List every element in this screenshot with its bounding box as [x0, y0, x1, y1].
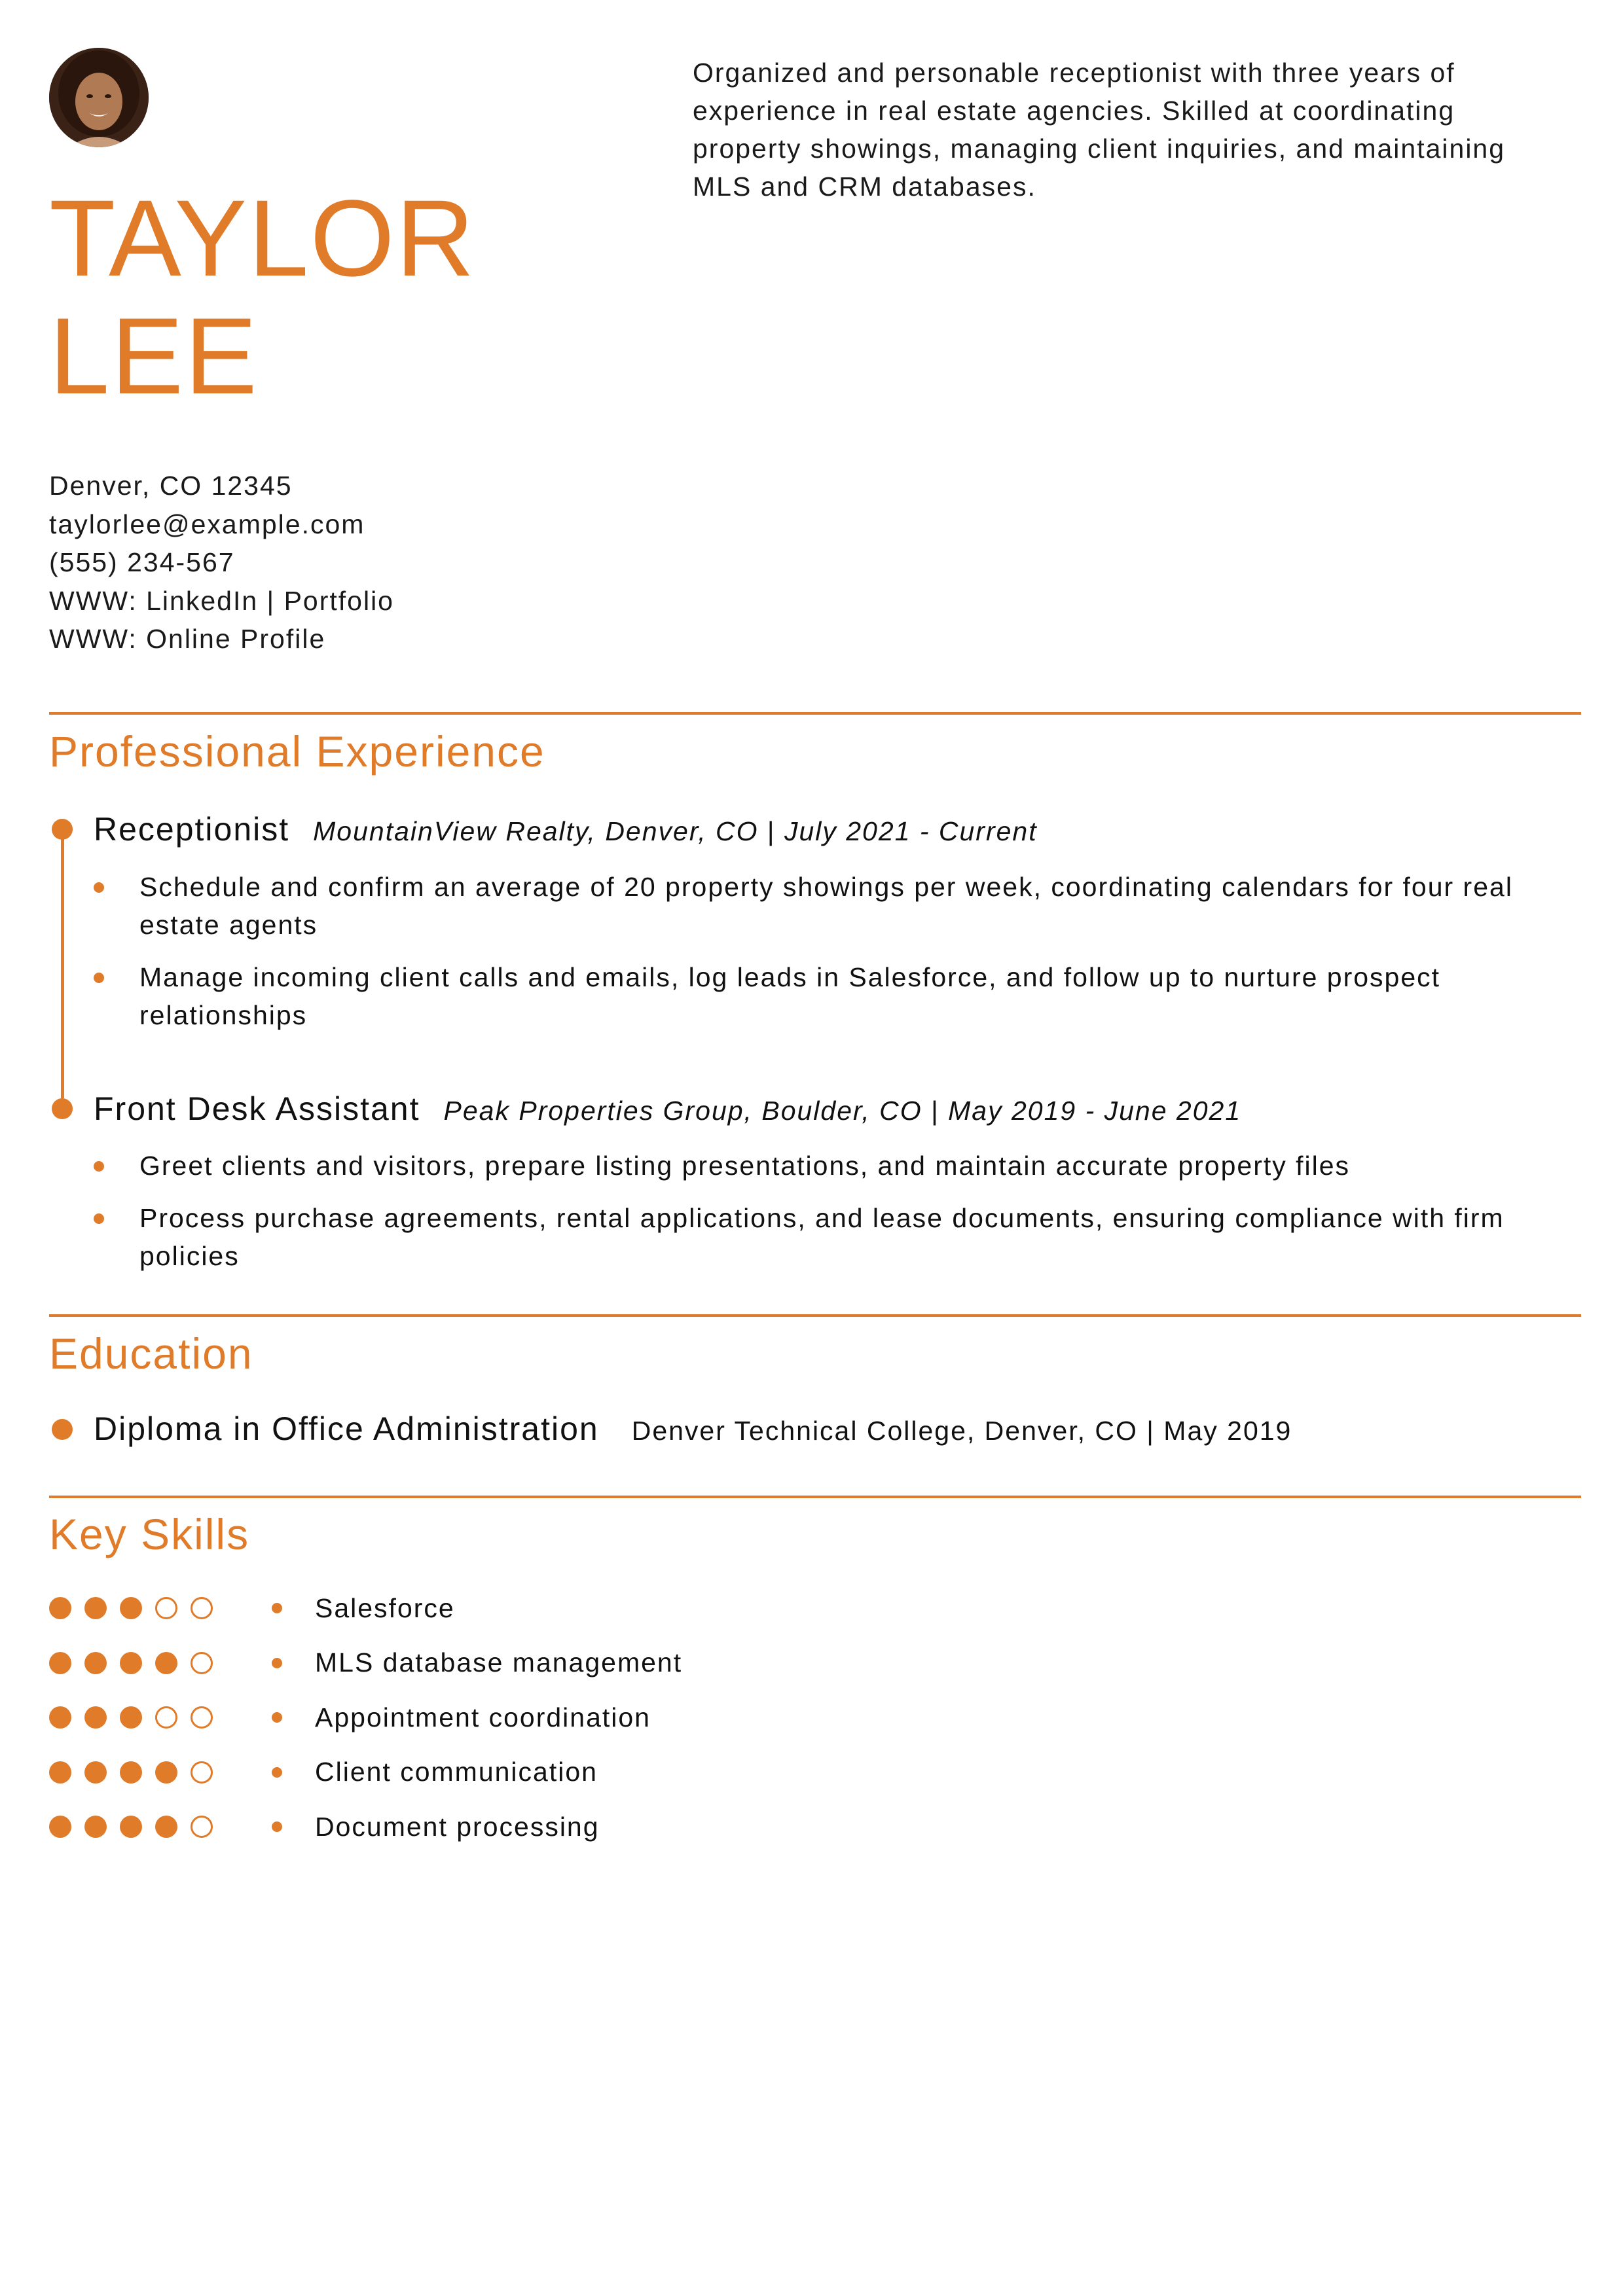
- skill-label: MLS database management: [315, 1647, 683, 1677]
- avatar: [49, 48, 149, 147]
- job-dates: July 2021 - Current: [784, 816, 1038, 846]
- education-entry: [94, 1410, 1292, 1448]
- rating-dot-empty: [191, 1597, 213, 1619]
- timeline-dot: [52, 819, 73, 840]
- job-dates: May 2019 - June 2021: [948, 1096, 1242, 1126]
- education-dot: [52, 1419, 73, 1440]
- timeline-line: [61, 830, 64, 1098]
- skill-label: Appointment coordination: [315, 1702, 651, 1732]
- education-school: Denver Technical College, Denver, CO | May 2019: [631, 1416, 1292, 1446]
- skill-rating: [49, 1597, 272, 1619]
- rating-dot-filled: [155, 1816, 177, 1838]
- rating-dot-filled: [84, 1652, 107, 1674]
- skill-rating: [49, 1816, 272, 1838]
- rating-dot-empty: [191, 1761, 213, 1784]
- first-name: TAYLOR: [49, 178, 476, 299]
- job-bullets: [94, 1147, 1573, 1289]
- contact-info: [49, 467, 394, 658]
- job-title: Receptionist: [94, 811, 290, 848]
- rating-dot-filled: [49, 1816, 71, 1838]
- skill-bullet: [272, 1821, 282, 1832]
- skill-label: Client communication: [315, 1757, 598, 1787]
- timeline-dot: [52, 1098, 73, 1119]
- skill-rating: [49, 1652, 272, 1674]
- job-bullet: Manage incoming client calls and emails, log leads in Salesforce, and follow up to nurture prospect relationships: [94, 958, 1573, 1034]
- rating-dot-filled: [84, 1816, 107, 1838]
- job-bullet: Schedule and confirm an average of 20 property showings per week, coordinating calendars for four real estate agents: [94, 868, 1573, 944]
- rating-dot-empty: [191, 1816, 213, 1838]
- skill-rating: [49, 1706, 272, 1729]
- last-name: LEE: [49, 296, 259, 417]
- skill-bullet: [272, 1712, 282, 1723]
- rating-dot-empty: [191, 1706, 213, 1729]
- section-divider: [49, 1496, 1581, 1498]
- job-bullet: Process purchase agreements, rental applications, and lease documents, ensuring compliance with firm policies: [94, 1199, 1573, 1275]
- section-divider: [49, 712, 1581, 715]
- rating-dot-empty: [155, 1597, 177, 1619]
- experience-heading: Professional Experience: [49, 727, 545, 776]
- contact-phone: (555) 234-567: [49, 547, 235, 577]
- rating-dot-filled: [49, 1761, 71, 1784]
- rating-dot-filled: [120, 1816, 142, 1838]
- skill-row: [49, 1704, 651, 1731]
- rating-dot-filled: [49, 1652, 71, 1674]
- skill-label: Salesforce: [315, 1592, 455, 1623]
- job-bullet: Greet clients and visitors, prepare listing presentations, and maintain accurate property files: [94, 1147, 1573, 1185]
- skill-row: [49, 1811, 600, 1842]
- rating-dot-filled: [84, 1706, 107, 1729]
- professional-summary: Organized and personable receptionist with three years of experience in real estate agencies. Skilled at coordinating property showings, managing client inquiries, and maintaining MLS and CRM databases.: [693, 58, 1506, 202]
- candidate-name: [49, 180, 476, 416]
- rating-dot-filled: [84, 1761, 107, 1784]
- job-company: MountainView Realty: [313, 816, 588, 846]
- skill-rating: [49, 1761, 272, 1784]
- job-location: Denver, CO: [605, 816, 759, 846]
- skill-bullet: [272, 1658, 282, 1668]
- rating-dot-filled: [84, 1597, 107, 1619]
- skill-row: [49, 1592, 455, 1623]
- contact-email[interactable]: taylorlee@example.com: [49, 509, 365, 539]
- job-meta: MountainView Realty, Denver, CO | July 2021 - Current: [313, 816, 1038, 846]
- rating-dot-filled: [49, 1706, 71, 1729]
- job-header: [94, 1089, 1241, 1128]
- skill-label: Document processing: [315, 1811, 600, 1842]
- skill-bullet: [272, 1603, 282, 1613]
- contact-web-links[interactable]: WWW: LinkedIn | Portfolio: [49, 585, 394, 616]
- skills-heading: Key Skills: [49, 1510, 250, 1558]
- profile-photo: [49, 48, 149, 147]
- rating-dot-filled: [155, 1761, 177, 1784]
- rating-dot-empty: [191, 1652, 213, 1674]
- rating-dot-filled: [120, 1761, 142, 1784]
- rating-dot-filled: [120, 1652, 142, 1674]
- job-location: Boulder, CO: [761, 1096, 922, 1126]
- rating-dot-filled: [49, 1597, 71, 1619]
- rating-dot-filled: [155, 1652, 177, 1674]
- section-divider: [49, 1314, 1581, 1317]
- rating-dot-empty: [155, 1706, 177, 1729]
- rating-dot-filled: [120, 1597, 142, 1619]
- job-bullets: [94, 868, 1573, 1049]
- job-company: Peak Properties Group: [443, 1096, 744, 1126]
- contact-location: Denver, CO 12345: [49, 471, 293, 501]
- rating-dot-filled: [120, 1706, 142, 1729]
- skill-row: [49, 1647, 683, 1677]
- job-header: [94, 810, 1038, 849]
- contact-online-profile[interactable]: WWW: Online Profile: [49, 624, 326, 654]
- job-meta: Peak Properties Group, Boulder, CO | May 2019 - June 2021: [443, 1096, 1242, 1126]
- skill-row: [49, 1759, 598, 1785]
- skill-bullet: [272, 1767, 282, 1778]
- education-degree: Diploma in Office Administration: [94, 1410, 599, 1447]
- job-title: Front Desk Assistant: [94, 1090, 420, 1127]
- education-heading: Education: [49, 1329, 253, 1378]
